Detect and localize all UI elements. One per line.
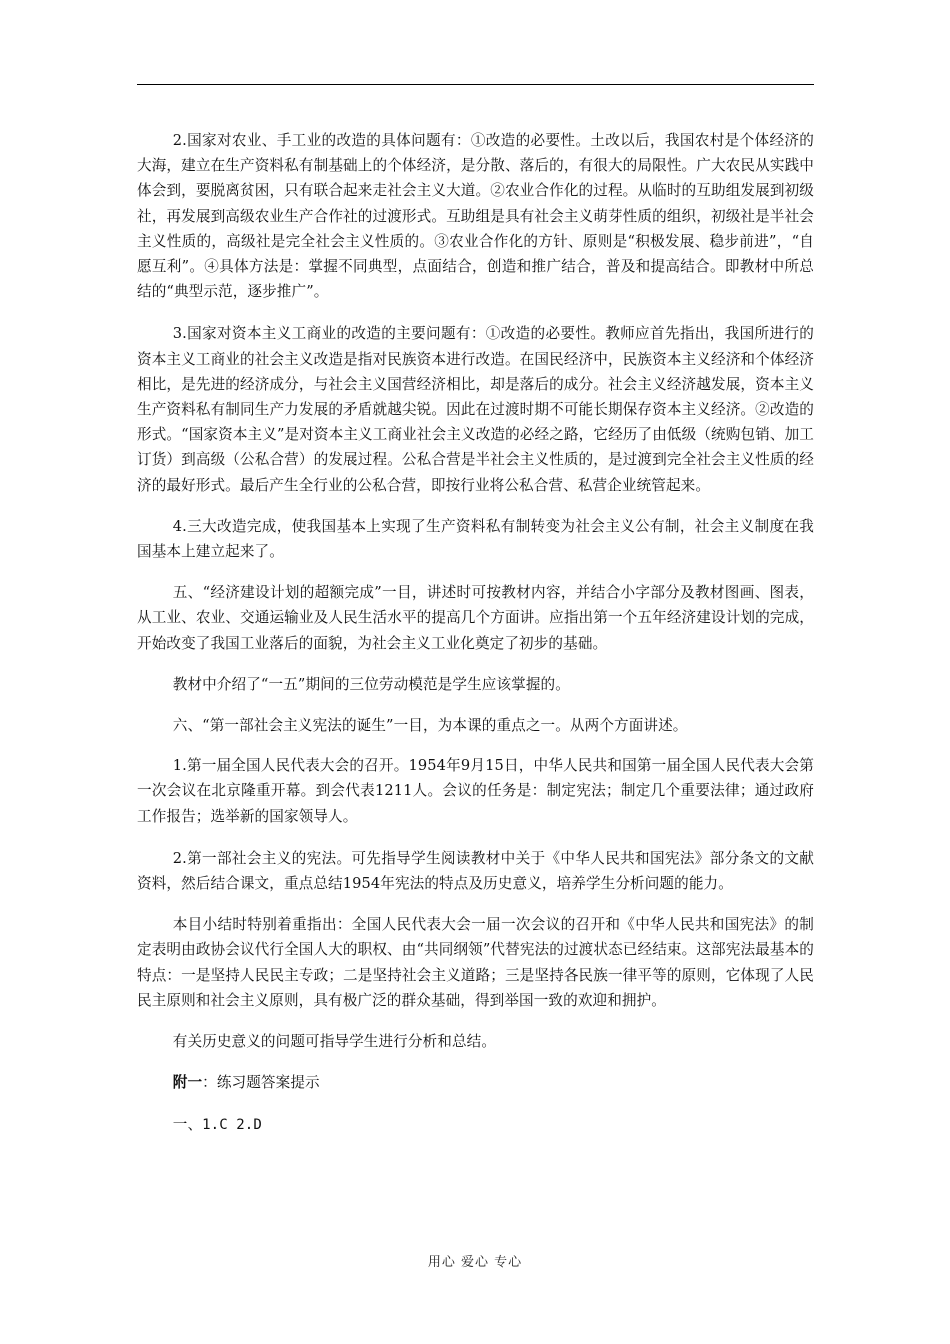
answer-line bbox=[137, 1112, 814, 1138]
header-rule bbox=[137, 84, 814, 85]
paragraph-historical-significance: 有关历史意义的问题可指导学生进行分析和总结。 bbox=[172, 1033, 497, 1051]
paragraph-capitalist-reform: 3.国家对资本主义工商业的改造的主要问题有：①改造的必要性。教师应首先指出，我国所进行的资本主义工商业的社会主义改造是指对民族资本进行改造。在国民经济中，民族资本主义经济和个体经济相比，是先进的经济成分，与社会主义国营经济相比，却是落后的成分。社会主义经济越发展，资本主义生产资料私有制同生产力发展的矛盾就越尖锐。因此在过渡时期不可能长期保存资本主义经济。②改造的形式。“国家资本主义”是对资本主义工商业社会主义改造的必经之路，它经历了由低级（统购包销、加工订货）到高级（公私合营）的发展过程。公私合营是半社会主义性质的，是过渡到完全社会主义性质的经济的最好形式。最后产生全行业的公私合营，即按行业将公私合营、私营企业统管起来。 bbox=[137, 325, 814, 494]
paragraph-three-reforms-complete: 4.三大改造完成，使我国基本上实现了生产资料私有制转变为社会主义公有制，社会主义制度在我国基本上建立起来了。 bbox=[137, 517, 814, 561]
answer-values: 1.C 2.D bbox=[202, 1116, 262, 1133]
paragraph-labor-models: 教材中介绍了“一五”期间的三位劳动模范是学生应该掌握的。 bbox=[172, 675, 570, 693]
answer-prefix: 一、 bbox=[172, 1115, 203, 1133]
appendix-title: ：练习题答案提示 bbox=[202, 1074, 320, 1092]
appendix-heading bbox=[137, 1070, 814, 1095]
document-body bbox=[137, 112, 814, 1138]
paragraph-npc-session: 1.第一届全国人民代表大会的召开。1954年9月15日，中华人民共和国第一届全国人民代表大会第一次会议在北京隆重开幕。到会代表1211人。会议的任务是：制定宪法；制定几个重要法律；通过政府工作报告；选举新的国家领导人。 bbox=[137, 757, 814, 825]
appendix-label: 附一 bbox=[172, 1074, 203, 1092]
page-footer: 用心 爱心 专心 bbox=[427, 1255, 523, 1270]
paragraph-agriculture-reform: 2.国家对农业、手工业的改造的具体问题有：①改造的必要性。土改以后，我国农村是个体经济的大海，建立在生产资料私有制基础上的个体经济，是分散、落后的，有很大的局限性。广大农民从实践中体会到，要脱离贫困，只有联合起来走社会主义大道。②农业合作化的过程。从临时的互助组发展到初级社，再发展到高级农业生产合作社的过渡形式。互助组是具有社会主义萌芽性质的组织，初级社是半社会主义性质的，高级社是完全社会主义性质的。③农业合作化的方针、原则是“积极发展、稳步前进”，“自愿互利”。④具体方法是：掌握不同典型，点面结合，创造和推广结合，普及和提高结合。即教材中所总结的“典型示范，逐步推广”。 bbox=[137, 132, 814, 301]
paragraph-section-five: 五、“经济建设计划的超额完成”一目，讲述时可按教材内容，并结合小字部分及教材图画、图表，从工业、农业、交通运输业及人民生活水平的提高几个方面讲。应指出第一个五年经济建设计划的完成，开始改变了我国工业落后的面貌，为社会主义工业化奠定了初步的基础。 bbox=[137, 584, 814, 652]
paragraph-constitution: 2.第一部社会主义的宪法。可先指导学生阅读教材中关于《中华人民共和国宪法》部分条文的文献资料，然后结合课文，重点总结1954年宪法的特点及历史意义，培养学生分析问题的能力。 bbox=[137, 849, 814, 893]
paragraph-section-six: 六、“第一部社会主义宪法的诞生”一目，为本课的重点之一。从两个方面讲述。 bbox=[172, 717, 688, 735]
paragraph-summary: 本目小结时特别着重指出：全国人民代表大会一届一次会议的召开和《中华人民共和国宪法》的制定表明由政协会议代行全国人大的职权、由“共同纲领”代替宪法的过渡状态已经结束。这部宪法最基本的特点：一是坚持人民民主专政；二是坚持社会主义道路；三是坚持各民族一律平等的原则，它体现了人民民主原则和社会主义原则，具有极广泛的群众基础，得到举国一致的欢迎和拥护。 bbox=[137, 916, 814, 1009]
